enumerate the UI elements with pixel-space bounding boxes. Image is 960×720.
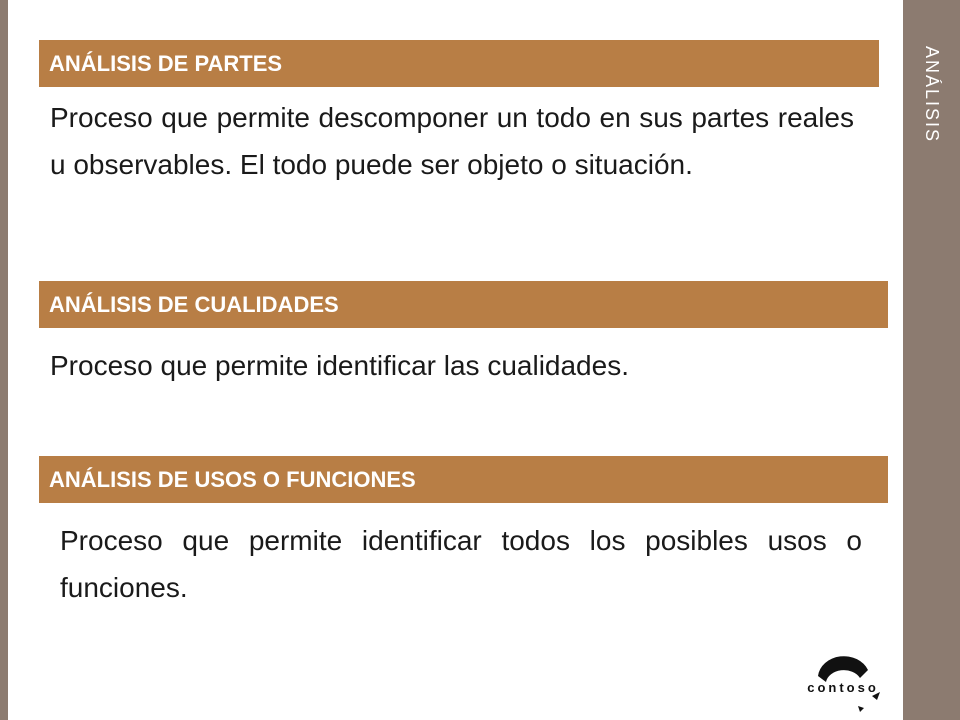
logo-swoosh-icon (818, 656, 868, 682)
section-heading-usos: ANÁLISIS DE USOS O FUNCIONES (39, 456, 888, 503)
logo-arrow-small-icon (858, 706, 864, 712)
section-heading-partes: ANÁLISIS DE PARTES (39, 40, 879, 87)
section-text-cualidades: Proceso que permite identificar las cualidades. (50, 350, 629, 381)
section-text-partes: Proceso que permite descomponer un todo en sus partes reales u observables. El todo puede ser objeto o situación. (50, 102, 854, 180)
logo-text: contoso (807, 680, 879, 695)
left-accent-bar (0, 0, 8, 720)
right-sidebar (903, 0, 960, 720)
section-text-usos: Proceso que permite identificar todos los posibles usos o funciones. (60, 525, 862, 603)
sidebar-title: ANÁLISIS (922, 46, 942, 144)
section-heading-cualidades: ANÁLISIS DE CUALIDADES (39, 281, 888, 328)
contoso-logo (798, 652, 888, 712)
